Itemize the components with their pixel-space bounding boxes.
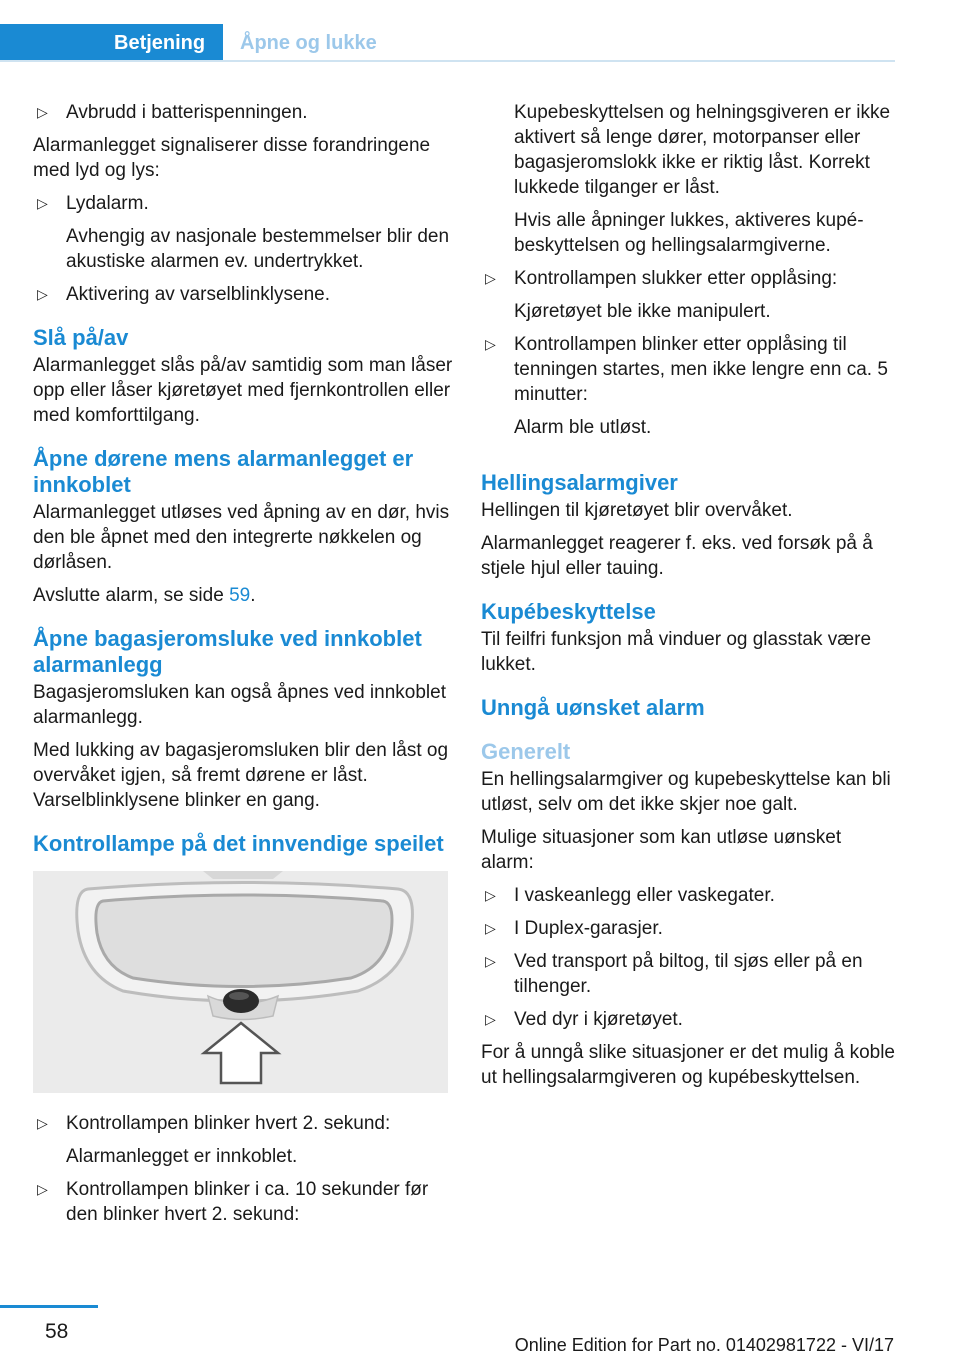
triangle-right-outline-icon: ▷ [485,920,496,936]
header-divider [0,60,895,62]
list-item-text: Kontrollampen blinker etter opplåsing til tenningen startes, men ikke lengre enn ca. 5 minutter: [514,334,888,405]
triangle-right-outline-icon: ▷ [485,953,496,969]
tab-apne-og-lukke[interactable]: Åpne og lukke [240,32,377,54]
heading-sla-pa-av: Slå på/av [33,325,129,350]
heading-apne-dorene: Åpne dørene mens alarmanlegget er innkoblet [33,446,414,497]
list-item-text: Lydalarm. [66,193,149,214]
list-item [481,916,895,941]
list-item-text: Kontrollampen blinker hvert 2. sekund: [66,1113,391,1134]
list-item-text: Kontrollampen blinker i ca. 10 sekunder før den blinker hvert 2. sekund: [66,1179,429,1225]
left-column [33,100,453,1235]
list-item-subtext: Hvis alle åpninger lukkes, aktiveres kupébeskyttelsen og hellingsalarmgiverne. [514,210,864,256]
edition-text: Online Edition for Part no. 01402981722 - VI/17 [514,1335,894,1355]
heading-unnga-alarm: Unngå uønsket alarm [481,695,705,720]
list-item [33,100,453,125]
heading-kontrollampe: Kontrollampe på det innvendige speilet [33,831,444,856]
paragraph: En hellingsalarmgiver og kupebeskyttelse kan bli utløst, selv om det ikke skjer noe galt. [481,769,891,815]
list-item-text: Kontrollampen slukker etter opplåsing: [514,268,838,289]
heading-apne-bagasjeromsluke: Åpne bagasjeromsluke ved innkoblet alarmanlegg [33,626,422,677]
list-item [33,1111,453,1136]
list-item [481,949,895,999]
list-item-text: I Duplex-garasjer. [514,918,663,939]
triangle-right-outline-icon: ▷ [37,104,48,120]
list-item-text: Ved transport på biltog, til sjøs eller på en tilhenger. [514,951,863,997]
triangle-right-outline-icon: ▷ [485,336,496,352]
tab-betjening[interactable]: Betjening [0,24,223,62]
triangle-right-outline-icon: ▷ [485,887,496,903]
list-item [33,1177,453,1227]
list-item-text: I vaskeanlegg eller vaskegater. [514,885,775,906]
right-column [481,100,895,1098]
triangle-right-outline-icon: ▷ [37,286,48,302]
paragraph: Alarmanlegget slås på/av samtidig som man låser opp eller låser kjøretøyet med fjernkontrollen eller med komforttilgang. [33,355,453,426]
list-item-subtext: Kjøretøyet ble ikke manipulert. [514,301,771,322]
list-item-text: Aktivering av varselblinklysene. [66,284,331,305]
paragraph-text: Avslutte alarm, se side [33,585,230,606]
page-link-59[interactable]: 59 [229,585,251,606]
list-item-text: Avbrudd i batterispenningen. [66,102,308,123]
paragraph-avslutt [33,583,453,608]
list-item-subtext: Avhengig av nasjonale bestemmelser blir den akustiske alarmen ev. undertrykket. [66,226,450,272]
rearview-mirror-illustration [33,871,448,1093]
rearview-mirror-figure [33,871,448,1093]
list-item-subtext: Alarmanlegget er innkoblet. [66,1146,298,1167]
triangle-right-outline-icon: ▷ [485,270,496,286]
paragraph: Med lukking av bagasjeromsluken blir den låst og overvåket igjen, så fremt dørene er låst. Varselblinklysene blinker en gang. [33,740,449,811]
paragraph: For å unngå slike situasjoner er det mulig å koble ut hellingsalarmgiveren og kupébeskyttelsen. [481,1042,896,1088]
list-item [481,1007,895,1032]
paragraph: Alarmanlegget utløses ved åpning av en dør, hvis den ble åpnet med den integrerte nøkkelen og dørlåsen. [33,502,450,573]
heading-generelt: Generelt [481,739,571,764]
list-item [481,883,895,908]
list-item-subtext: Alarm ble utløst. [514,417,652,438]
triangle-right-outline-icon: ▷ [37,1115,48,1131]
triangle-right-outline-icon: ▷ [485,1011,496,1027]
page-number: 58 [45,1320,69,1343]
heading-hellingsalarmgiver: Hellingsalarmgiver [481,470,678,495]
list-item [481,266,895,291]
list-item-text: Ved dyr i kjøretøyet. [514,1009,683,1030]
paragraph-text: . [250,585,256,606]
triangle-right-outline-icon: ▷ [37,1181,48,1197]
triangle-right-outline-icon: ▷ [37,195,48,211]
paragraph: Alarmanlegget signaliserer disse forandringene med lyd og lys: [33,135,431,181]
footer-divider [0,1305,98,1308]
paragraph: Bagasjeromsluken kan også åpnes ved innkoblet alarmanlegg. [33,682,446,728]
paragraph: Til feilfri funksjon må vinduer og glasstak være lukket. [481,629,872,675]
paragraph: Alarmanlegget reagerer f. eks. ved forsøk på å stjele hjul eller tauing. [481,533,873,579]
paragraph: Hellingen til kjøretøyet blir overvåket. [481,500,793,521]
heading-kupebeskyttelse: Kupébeskyttelse [481,599,656,624]
paragraph: Mulige situasjoner som kan utløse uønsket alarm: [481,827,842,873]
list-item-subtext: Kupebeskyttelsen og helningsgiveren er ikke aktivert så lenge dører, motorpanser eller bagasjeromslokk ikke er riktig låst. Korrekt lukkede tilganger er låst. [514,102,891,198]
list-item [33,191,453,216]
list-item [481,332,895,407]
list-item [33,282,453,307]
